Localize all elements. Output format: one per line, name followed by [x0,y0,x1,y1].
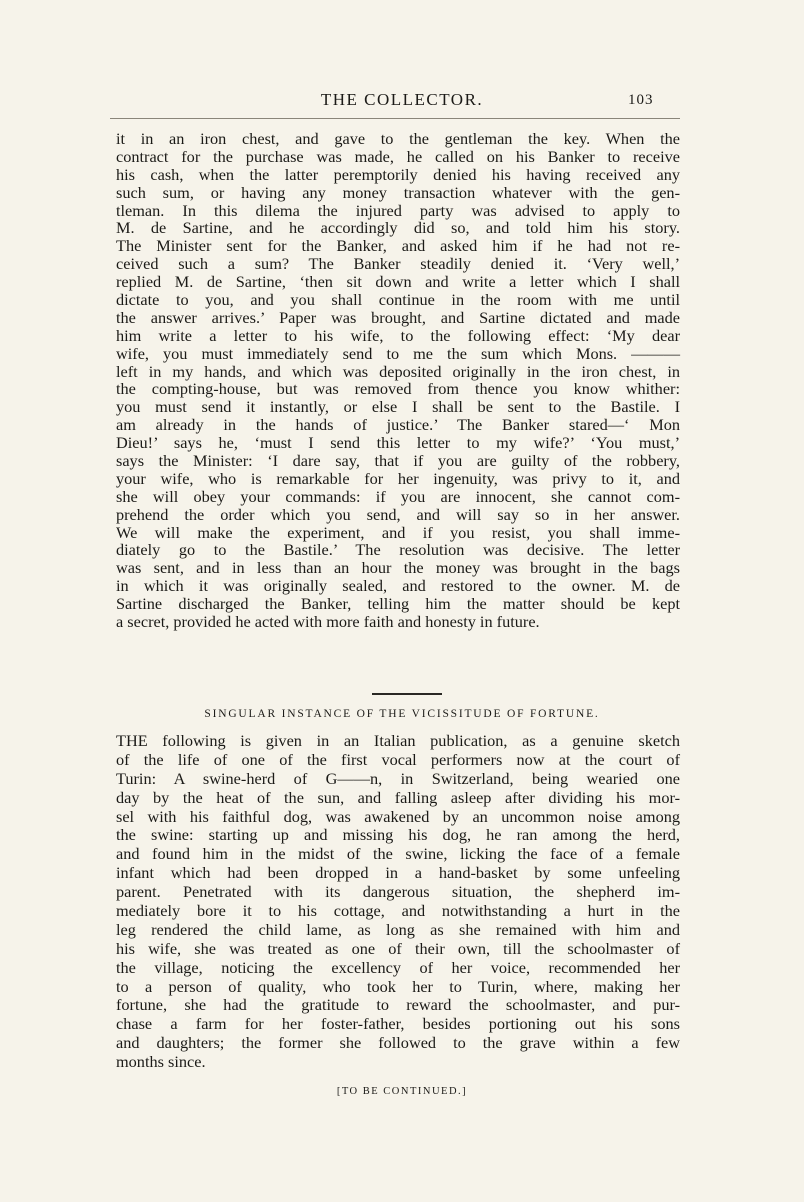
text-line: sel with his faithful dog, was awakened by an uncommon noise among [116,806,680,826]
text-line: M. de Sartine, and he accordingly did so, and told him his story. [116,218,680,238]
text-line: We will make the experiment, and if you resist, you shall imme- [116,522,680,542]
text-line: replied M. de Sartine, ‘then sit down and write a letter which I shall [116,272,680,292]
header-rule [110,118,680,119]
text-line: and daughters; the former she followed to the grave within a few [116,1033,680,1053]
text-line: Dieu!’ says he, ‘must I send this letter to my wife?’ ‘You must,’ [116,433,680,453]
text-line: and found him in the midst of the swine, licking the face of a female [116,844,680,864]
text-line: such sum, or having any money transaction whatever with the gen- [116,182,680,202]
text-line: of the life of one of the first vocal performers now at the court of [116,749,680,769]
text-line: the village, noticing the excellency of her voice, recommended her [116,957,680,977]
article-body-banker [116,130,680,631]
text-line: infant which had been dropped in a hand-basket by some unfeeling [116,863,680,883]
text-line: you must send it instantly, or else I shall be sent to the Bastile. I [116,397,680,417]
text-line: The Minister sent for the Banker, and asked him if he had not re- [116,236,680,256]
article-body-vicissitude [116,732,680,1072]
text-line: contract for the purchase was made, he called on his Banker to receive [116,146,680,166]
text-line: the answer arrives.’ Paper was brought, and Sartine dictated and made [116,307,680,327]
text-line: parent. Penetrated with its dangerous situation, the shepherd im- [116,882,680,902]
text-line: prehend the order which you send, and will say so in her answer. [116,504,680,524]
text-line: ceived such a sum? The Banker steadily denied it. ‘Very well,’ [116,254,680,274]
text-line: months since. [116,1052,206,1072]
text-line: day by the heat of the sun, and falling asleep after dividing his mor- [116,787,680,807]
text-line: THE following is given in an Italian publication, as a genuine sketch [116,731,680,750]
text-line: a secret, provided he acted with more faith and honesty in future. [116,612,540,632]
page-number: 103 [628,92,654,108]
text-line: it in an iron chest, and gave to the gentleman the key. When the [116,129,680,148]
running-title: THE COLLECTOR. [320,90,484,109]
section-heading: SINGULAR INSTANCE OF THE VICISSITUDE OF FORTUNE. [204,708,600,720]
text-line: his cash, when the latter peremptorily denied his having received any [116,164,680,184]
section-divider [372,693,442,695]
text-line: tleman. In this dilema the injured party was advised to apply to [116,200,680,220]
text-line: chase a farm for her foster-father, besides portioning out his sons [116,1014,680,1034]
text-line: him write a letter to his wife, to the following effect: ‘My dear [116,325,680,345]
text-line: the swine: starting up and missing his dog, he ran among the herd, [116,825,680,845]
text-line: mediately bore it to his cottage, and notwithstanding a hurt in the [116,901,680,921]
text-line: leg rendered the child lame, as long as she remained with him and [116,919,680,939]
text-line: left in my hands, and which was deposited originally in the iron chest, in [116,361,680,381]
text-line: to a person of quality, who took her to Turin, where, making her [116,976,680,996]
text-line: your wife, who is remarkable for her ingenuity, was privy to it, and [116,468,680,488]
text-line: she will obey your commands: if you are innocent, she cannot com- [116,486,680,506]
text-line: am already in the hands of justice.’ The Banker stared—‘ Mon [116,415,680,435]
text-line: Sartine discharged the Banker, telling him the matter should be kept [116,594,680,614]
continued-note: [TO BE CONTINUED.] [336,1086,468,1097]
text-line: diately go to the Bastile.’ The resolution was decisive. The letter [116,540,680,560]
text-line: Turin: A swine-herd of G——n, in Switzerland, being wearied one [116,768,680,788]
text-line: the compting-house, but was removed from thence you know whither: [116,379,680,399]
running-head [0,90,804,114]
text-line: wife, you must immediately send to me the sum which Mons. ——— [116,343,680,363]
text-line: was sent, and in less than an hour the money was brought in the bags [116,558,680,578]
text-line: in which it was originally sealed, and restored to the owner. M. de [116,576,680,596]
text-line: fortune, she had the gratitude to reward the schoolmaster, and pur- [116,995,680,1015]
text-line: dictate to you, and you shall continue in the room with me until [116,290,680,310]
text-line: his wife, she was treated as one of their own, till the schoolmaster of [116,938,680,958]
text-line: says the Minister: ‘I dare say, that if you are guilty of the robbery, [116,451,680,471]
